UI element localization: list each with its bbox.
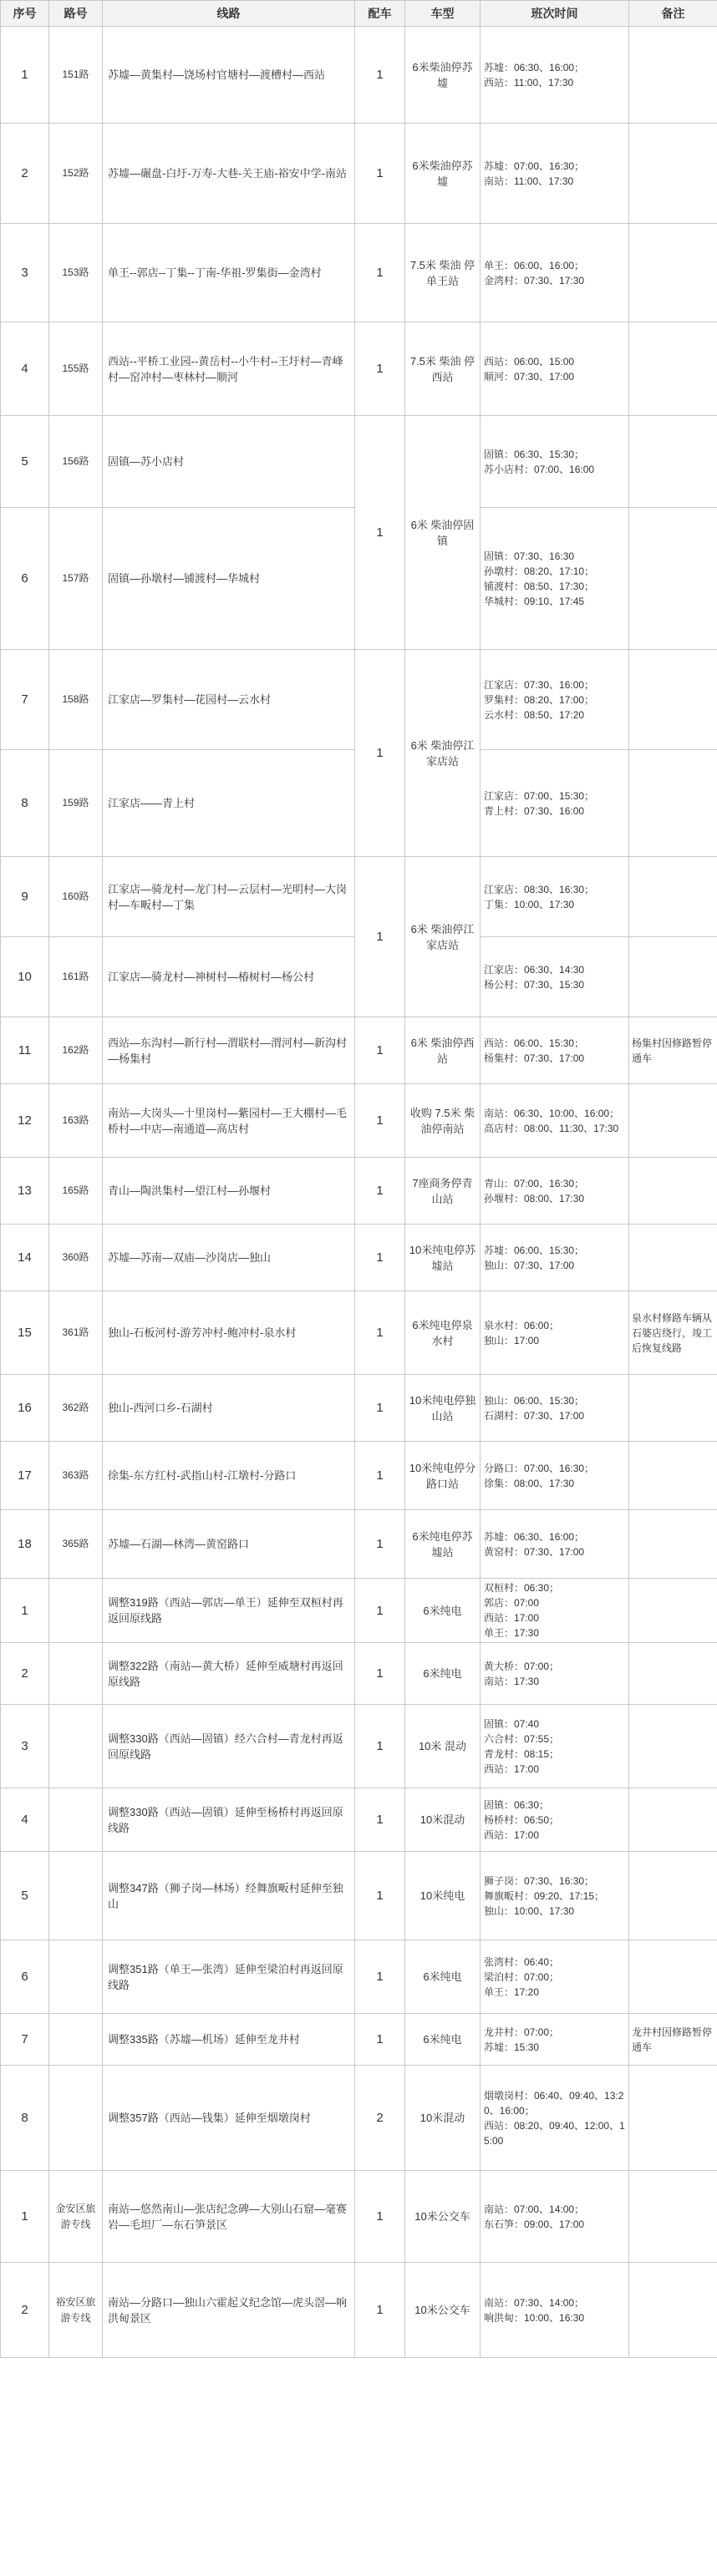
row-seq: 2 [1, 124, 49, 224]
time-entry: 独山：10:00、17:30 [484, 1904, 575, 1917]
row-line: 固镇—苏小店村 [103, 416, 355, 508]
table-row [1, 27, 717, 124]
row-route: 360路 [49, 1225, 103, 1291]
row-model: 7.5米 柴油 停单王站 [405, 224, 481, 322]
table-row [1, 416, 717, 508]
row-cars: 1 [355, 322, 405, 416]
row-seq: 8 [1, 2066, 49, 2171]
row-line: 调整319路（西站—郭店—单王）延伸至双桓村再返回原线路 [103, 1579, 355, 1643]
header-row [1, 1, 717, 27]
row-note [629, 1940, 717, 2014]
time-entry: 华城村：09:10、17:45 [484, 595, 585, 607]
row-seq: 2 [1, 1643, 49, 1705]
time-entry: 黄窑村：07:30、17:00 [484, 1545, 585, 1558]
time-entry: 西站：08:20、09:40、12:00、15:00 [484, 2119, 625, 2147]
row-note [629, 1643, 717, 1705]
row-route: 365路 [49, 1510, 103, 1579]
row-seq: 18 [1, 1510, 49, 1579]
time-entry: 单王：17:30 [484, 1627, 540, 1639]
time-entry: 单王：17:20 [484, 1985, 540, 1998]
table-row [1, 1579, 717, 1643]
time-entry: 丁集：10:00、17:30 [484, 898, 575, 910]
time-entry: 苏墟：06:30、16:00； [484, 61, 585, 74]
header-cars: 配车 [355, 1, 405, 27]
row-times [481, 1940, 629, 2014]
row-model: 6米纯电 [405, 2014, 481, 2066]
row-line: 调整322路（南站—黄大桥）延伸至威塘村再返回原线路 [103, 1643, 355, 1705]
row-note [629, 1225, 717, 1291]
row-cars: 1 [355, 1579, 405, 1643]
row-cars: 1 [355, 1788, 405, 1852]
row-line: 徐集-东方红村-武指山村-江墩村-分路口 [103, 1442, 355, 1510]
row-cars: 2 [355, 2066, 405, 2171]
row-note [629, 1510, 717, 1579]
row-seq: 6 [1, 1940, 49, 2014]
row-seq: 5 [1, 416, 49, 508]
row-model: 10米 混动 [405, 1705, 481, 1788]
row-times [481, 1158, 629, 1225]
row-cars: 1 [355, 124, 405, 224]
table-row [1, 322, 717, 416]
row-model: 10米公交车 [405, 2171, 481, 2263]
table-row [1, 2066, 717, 2171]
time-entry: 分路口：07:00、16:30； [484, 1462, 595, 1474]
row-line: 调整335路（苏墟—机场）延伸至龙井村 [103, 2014, 355, 2066]
row-line: 江家店—罗集村—花园村—云水村 [103, 650, 355, 750]
row-line: 江家店——青上村 [103, 750, 355, 857]
time-entry: 青龙村：08:15； [484, 1747, 560, 1760]
row-cars: 1 [355, 2263, 405, 2358]
row-cars: 1 [355, 416, 405, 650]
time-entry: 固镇：07:30、16:30 [484, 550, 575, 562]
header-route: 路号 [49, 1, 103, 27]
row-model: 10米混动 [405, 1788, 481, 1852]
row-route [49, 1643, 103, 1705]
row-line: 调整330路（西站—固镇）延伸至杨桥村再返回原线路 [103, 1788, 355, 1852]
time-entry: 杨公村：07:30、15:30 [484, 978, 585, 991]
row-note [629, 1852, 717, 1940]
row-seq: 3 [1, 224, 49, 322]
row-note [629, 322, 717, 416]
time-entry: 铺渡村：08:50、17:30； [484, 580, 595, 592]
row-seq: 1 [1, 2171, 49, 2263]
row-route: 152路 [49, 124, 103, 224]
time-entry: 江家店：06:30、14:30 [484, 963, 585, 976]
row-model: 10米公交车 [405, 2263, 481, 2358]
row-times [481, 1705, 629, 1788]
row-cars: 1 [355, 1158, 405, 1225]
header-model: 车型 [405, 1, 481, 27]
row-route: 裕安区旅游专线 [49, 2263, 103, 2358]
row-times [481, 2066, 629, 2171]
row-note [629, 508, 717, 650]
table-row [1, 1852, 717, 1940]
row-note [629, 750, 717, 857]
row-seq: 4 [1, 322, 49, 416]
time-entry: 南站：07:00、14:00； [484, 2203, 585, 2215]
row-cars: 1 [355, 650, 405, 857]
row-model: 6米纯电 [405, 1579, 481, 1643]
row-seq: 16 [1, 1375, 49, 1442]
table-row [1, 2014, 717, 2066]
row-times [481, 2263, 629, 2358]
time-entry: 西站：17:00 [484, 1828, 540, 1841]
time-entry: 江家店：08:30、16:30； [484, 883, 595, 895]
row-times [481, 416, 629, 508]
time-entry: 江家店：07:30、16:00； [484, 678, 595, 691]
row-seq: 2 [1, 2263, 49, 2358]
table-body [1, 27, 717, 2358]
time-entry: 苏墟：15:30 [484, 2041, 540, 2053]
row-seq: 14 [1, 1225, 49, 1291]
time-entry: 青上村：07:30、16:00 [484, 804, 585, 817]
time-entry: 西站：06:00、15:00 [484, 355, 575, 368]
table-row [1, 1017, 717, 1084]
row-times [481, 1579, 629, 1643]
row-model: 6米 柴油停江家店站 [405, 650, 481, 857]
time-entry: 罗集村：08:20、17:00； [484, 693, 595, 706]
table-row [1, 1442, 717, 1510]
row-times [481, 2171, 629, 2263]
time-entry: 独山：07:30、17:00 [484, 1259, 575, 1271]
row-route [49, 1788, 103, 1852]
row-model: 6米 柴油停江家店站 [405, 857, 481, 1017]
time-entry: 孙墩村：08:20、17:10； [484, 565, 595, 577]
row-route: 160路 [49, 857, 103, 937]
row-cars: 1 [355, 2014, 405, 2066]
row-line: 西站--平桥工业园--黄岳村--小牛村--王圩村—青峰村—窑冲村—枣林村—顺河 [103, 322, 355, 416]
row-line: 西站—东沟村—新行村—渭联村—渭河村—新沟村—杨集村 [103, 1017, 355, 1084]
row-times [481, 750, 629, 857]
row-times [481, 1225, 629, 1291]
row-route: 163路 [49, 1084, 103, 1158]
row-route: 363路 [49, 1442, 103, 1510]
time-entry: 南站：07:30、14:00； [484, 2296, 585, 2309]
row-times [481, 2014, 629, 2066]
table-row [1, 1084, 717, 1158]
row-times [481, 1442, 629, 1510]
row-note [629, 650, 717, 750]
row-cars: 1 [355, 1017, 405, 1084]
row-times [481, 224, 629, 322]
row-line: 南站—悠然南山—张店纪念碑—大别山石窟—毫赛岩—毛坦厂—东石笋景区 [103, 2171, 355, 2263]
row-cars: 1 [355, 1225, 405, 1291]
row-line: 青山—陶洪集村—望江村—孙堰村 [103, 1158, 355, 1225]
row-seq: 4 [1, 1788, 49, 1852]
row-model: 10米纯电 [405, 1852, 481, 1940]
row-note [629, 1158, 717, 1225]
time-entry: 顺河：07:30、17:00 [484, 370, 575, 383]
row-note [629, 1084, 717, 1158]
row-line: 单王--郭店--丁集--丁南-华祖-罗集街—金湾村 [103, 224, 355, 322]
time-entry: 独山：17:00 [484, 1334, 540, 1346]
time-entry: 固镇：06:30、15:30； [484, 448, 585, 460]
row-line: 调整347路（狮子岗—林场）经舞旗畈村延伸至独山 [103, 1852, 355, 1940]
row-times [481, 1375, 629, 1442]
row-times [481, 124, 629, 224]
row-note [629, 857, 717, 937]
table-row [1, 1158, 717, 1225]
time-entry: 独山：06:00、15:30； [484, 1394, 585, 1407]
time-entry: 郭店：07:00 [484, 1597, 540, 1609]
row-note [629, 937, 717, 1017]
time-entry: 徐集：08:00、17:30 [484, 1477, 575, 1489]
time-entry: 苏小店村：07:00、16:00 [484, 463, 595, 475]
row-route: 165路 [49, 1158, 103, 1225]
row-note [629, 1705, 717, 1788]
row-note: 泉水村修路车辆从石婆店绕行，竣工后恢复线路 [629, 1291, 717, 1375]
table-row [1, 1291, 717, 1375]
table-row [1, 1225, 717, 1291]
table-row [1, 1940, 717, 2014]
row-line: 苏墟—石湖—林湾—黄窑路口 [103, 1510, 355, 1579]
row-route: 159路 [49, 750, 103, 857]
row-model: 7.5米 柴油 停西站 [405, 322, 481, 416]
row-line: 江家店—骑龙村—龙门村—云层村—光明村—大岗村—车畈村—丁集 [103, 857, 355, 937]
row-seq: 7 [1, 650, 49, 750]
table-row [1, 2171, 717, 2263]
row-note [629, 416, 717, 508]
time-entry: 苏墟：07:00、16:30； [484, 160, 585, 172]
row-seq: 6 [1, 508, 49, 650]
row-route [49, 2014, 103, 2066]
time-entry: 双桓村：06:30； [484, 1582, 560, 1594]
time-entry: 西站：17:00 [484, 1612, 540, 1624]
row-route: 金安区旅游专线 [49, 2171, 103, 2263]
row-route: 362路 [49, 1375, 103, 1442]
time-entry: 泉水村：06:00； [484, 1319, 560, 1331]
table-row [1, 1510, 717, 1579]
row-note [629, 1442, 717, 1510]
row-times [481, 1291, 629, 1375]
row-seq: 3 [1, 1705, 49, 1788]
row-route: 162路 [49, 1017, 103, 1084]
row-cars: 1 [355, 1643, 405, 1705]
row-route [49, 1852, 103, 1940]
row-model: 6米 柴油停西站 [405, 1017, 481, 1084]
row-times [481, 1788, 629, 1852]
row-times [481, 1643, 629, 1705]
header-note: 备注 [629, 1, 717, 27]
time-entry: 狮子岗：07:30、16:30； [484, 1874, 595, 1887]
table-row [1, 1375, 717, 1442]
row-note [629, 27, 717, 124]
time-entry: 响洪甸：10:00、16:30 [484, 2311, 585, 2324]
row-seq: 10 [1, 937, 49, 1017]
row-line: 江家店—骑龙村—神树村—椿树村—杨公村 [103, 937, 355, 1017]
table-row [1, 1788, 717, 1852]
time-entry: 六合村：07:55； [484, 1732, 560, 1745]
table-row [1, 1705, 717, 1788]
row-model: 10米混动 [405, 2066, 481, 2171]
row-line: 苏墟—黄集村—饶场村官塘村—渡槽村—西站 [103, 27, 355, 124]
row-route [49, 1579, 103, 1643]
row-cars: 1 [355, 1510, 405, 1579]
row-seq: 15 [1, 1291, 49, 1375]
time-entry: 烟墩岗村：06:40、09:40、13:20、16:00； [484, 2089, 624, 2117]
row-model: 6米 柴油停固镇 [405, 416, 481, 650]
row-times [481, 27, 629, 124]
table-row [1, 224, 717, 322]
row-line: 独山-石板河村-游芳冲村-鲍冲村-泉水村 [103, 1291, 355, 1375]
row-seq: 7 [1, 2014, 49, 2066]
header-seq: 序号 [1, 1, 49, 27]
row-line: 调整357路（西站—钱集）延伸至烟墩岗村 [103, 2066, 355, 2171]
row-cars: 1 [355, 1291, 405, 1375]
row-model: 6米纯电 [405, 1643, 481, 1705]
row-times [481, 650, 629, 750]
time-entry: 固镇：07:40 [484, 1717, 540, 1730]
row-cars: 1 [355, 1084, 405, 1158]
header-times: 班次时间 [481, 1, 629, 27]
row-model: 6米纯电停苏墟站 [405, 1510, 481, 1579]
time-entry: 张湾村：06:40； [484, 1955, 560, 1968]
time-entry: 单王：06:00、16:00； [484, 259, 585, 271]
row-seq: 1 [1, 1579, 49, 1643]
row-times [481, 1510, 629, 1579]
row-times [481, 1084, 629, 1158]
row-note [629, 2263, 717, 2358]
row-cars: 1 [355, 1705, 405, 1788]
row-route: 157路 [49, 508, 103, 650]
row-cars: 1 [355, 857, 405, 1017]
time-entry: 石湖村：07:30、17:00 [484, 1409, 585, 1422]
row-seq: 1 [1, 27, 49, 124]
row-model: 7座商务停青山站 [405, 1158, 481, 1225]
row-times [481, 1017, 629, 1084]
row-note [629, 1375, 717, 1442]
row-model: 10米纯电停分路口站 [405, 1442, 481, 1510]
row-cars: 1 [355, 1852, 405, 1940]
row-cars: 1 [355, 1940, 405, 2014]
row-route: 151路 [49, 27, 103, 124]
row-line: 调整351路（单王—张湾）延伸至梁泊村再返回原线路 [103, 1940, 355, 2014]
row-route [49, 2066, 103, 2171]
time-entry: 西站：06:00、15:30； [484, 1037, 585, 1049]
row-note: 杨集村因修路暂停通车 [629, 1017, 717, 1084]
row-line: 南站—分路口—独山六霍起义纪念馆—虎头滘—响洪甸景区 [103, 2263, 355, 2358]
row-route: 158路 [49, 650, 103, 750]
row-line: 南站—大岗头—十里岗村—紫园村—王大棚村—毛桥村—中店—南通道—高店村 [103, 1084, 355, 1158]
header-line: 线路 [103, 1, 355, 27]
time-entry: 江家店：07:00、15:30； [484, 789, 595, 802]
time-entry: 苏墟：06:00、15:30； [484, 1244, 585, 1256]
time-entry: 苏墟：06:30、16:00； [484, 1530, 585, 1543]
row-note [629, 1788, 717, 1852]
time-entry: 固镇：06:30； [484, 1798, 550, 1811]
row-route [49, 1940, 103, 2014]
row-seq: 12 [1, 1084, 49, 1158]
row-cars: 1 [355, 2171, 405, 2263]
time-entry: 东石笋：09:00、17:00 [484, 2218, 585, 2230]
time-entry: 金湾村：07:30、17:30 [484, 274, 585, 287]
table-row [1, 857, 717, 937]
row-times [481, 937, 629, 1017]
row-seq: 13 [1, 1158, 49, 1225]
table-row [1, 2263, 717, 2358]
table-row [1, 650, 717, 750]
row-note: 龙井村因修路暂停通车 [629, 2014, 717, 2066]
row-cars: 1 [355, 224, 405, 322]
time-entry: 西站：17:00 [484, 1762, 540, 1775]
row-note [629, 224, 717, 322]
time-entry: 南站：17:30 [484, 1675, 540, 1687]
row-times [481, 508, 629, 650]
row-line: 苏墟—碾盘-白圩-万寿-大巷-关王庙-裕安中学-南站 [103, 124, 355, 224]
row-times [481, 857, 629, 937]
time-entry: 龙井村：07:00； [484, 2026, 560, 2038]
row-cars: 1 [355, 27, 405, 124]
row-route: 361路 [49, 1291, 103, 1375]
time-entry: 梁泊村：07:00； [484, 1970, 560, 1983]
time-entry: 孙堰村：08:00、17:30 [484, 1192, 585, 1204]
row-model: 6米柴油停苏墟 [405, 124, 481, 224]
time-entry: 杨集村：07:30、17:00 [484, 1052, 585, 1064]
row-note [629, 124, 717, 224]
time-entry: 舞旗畈村：09:20、17:15； [484, 1889, 605, 1902]
row-seq: 9 [1, 857, 49, 937]
row-cars: 1 [355, 1375, 405, 1442]
row-route: 161路 [49, 937, 103, 1017]
time-entry: 青山：07:00、16:30； [484, 1177, 585, 1189]
row-model: 6米纯电 [405, 1940, 481, 2014]
row-times [481, 1852, 629, 1940]
row-model: 6米纯电停泉水村 [405, 1291, 481, 1375]
time-entry: 黄大桥：07:00； [484, 1660, 560, 1672]
time-entry: 南站：11:00、17:30 [484, 175, 574, 187]
row-line: 独山-西河口乡-石湖村 [103, 1375, 355, 1442]
row-route: 155路 [49, 322, 103, 416]
row-seq: 8 [1, 750, 49, 857]
row-note [629, 1579, 717, 1643]
row-model: 收购 7.5米 柴油停南站 [405, 1084, 481, 1158]
time-entry: 云水村：08:50、17:20 [484, 708, 585, 721]
row-model: 10米纯电停苏墟站 [405, 1225, 481, 1291]
row-route: 153路 [49, 224, 103, 322]
row-line: 苏墟—苏南—双庙—沙岗店—独山 [103, 1225, 355, 1291]
row-note [629, 2171, 717, 2263]
time-entry: 西站：11:00、17:30 [484, 76, 574, 89]
row-times [481, 322, 629, 416]
time-entry: 南站：06:30、10:00、16:00； [484, 1107, 620, 1119]
row-route: 156路 [49, 416, 103, 508]
row-note [629, 2066, 717, 2171]
row-line: 调整330路（西站—固镇）经六合村—青龙村再返回原线路 [103, 1705, 355, 1788]
row-route [49, 1705, 103, 1788]
time-entry: 杨桥村：06:50； [484, 1813, 560, 1826]
row-seq: 11 [1, 1017, 49, 1084]
time-entry: 高店村：08:00、11:30、17:30 [484, 1122, 619, 1134]
row-seq: 17 [1, 1442, 49, 1510]
row-seq: 5 [1, 1852, 49, 1940]
row-model: 6米柴油停苏墟 [405, 27, 481, 124]
row-cars: 1 [355, 1442, 405, 1510]
table-row [1, 1643, 717, 1705]
row-line: 固镇—孙墩村—铺渡村—华城村 [103, 508, 355, 650]
row-model: 10米纯电停独山站 [405, 1375, 481, 1442]
table-row [1, 124, 717, 224]
